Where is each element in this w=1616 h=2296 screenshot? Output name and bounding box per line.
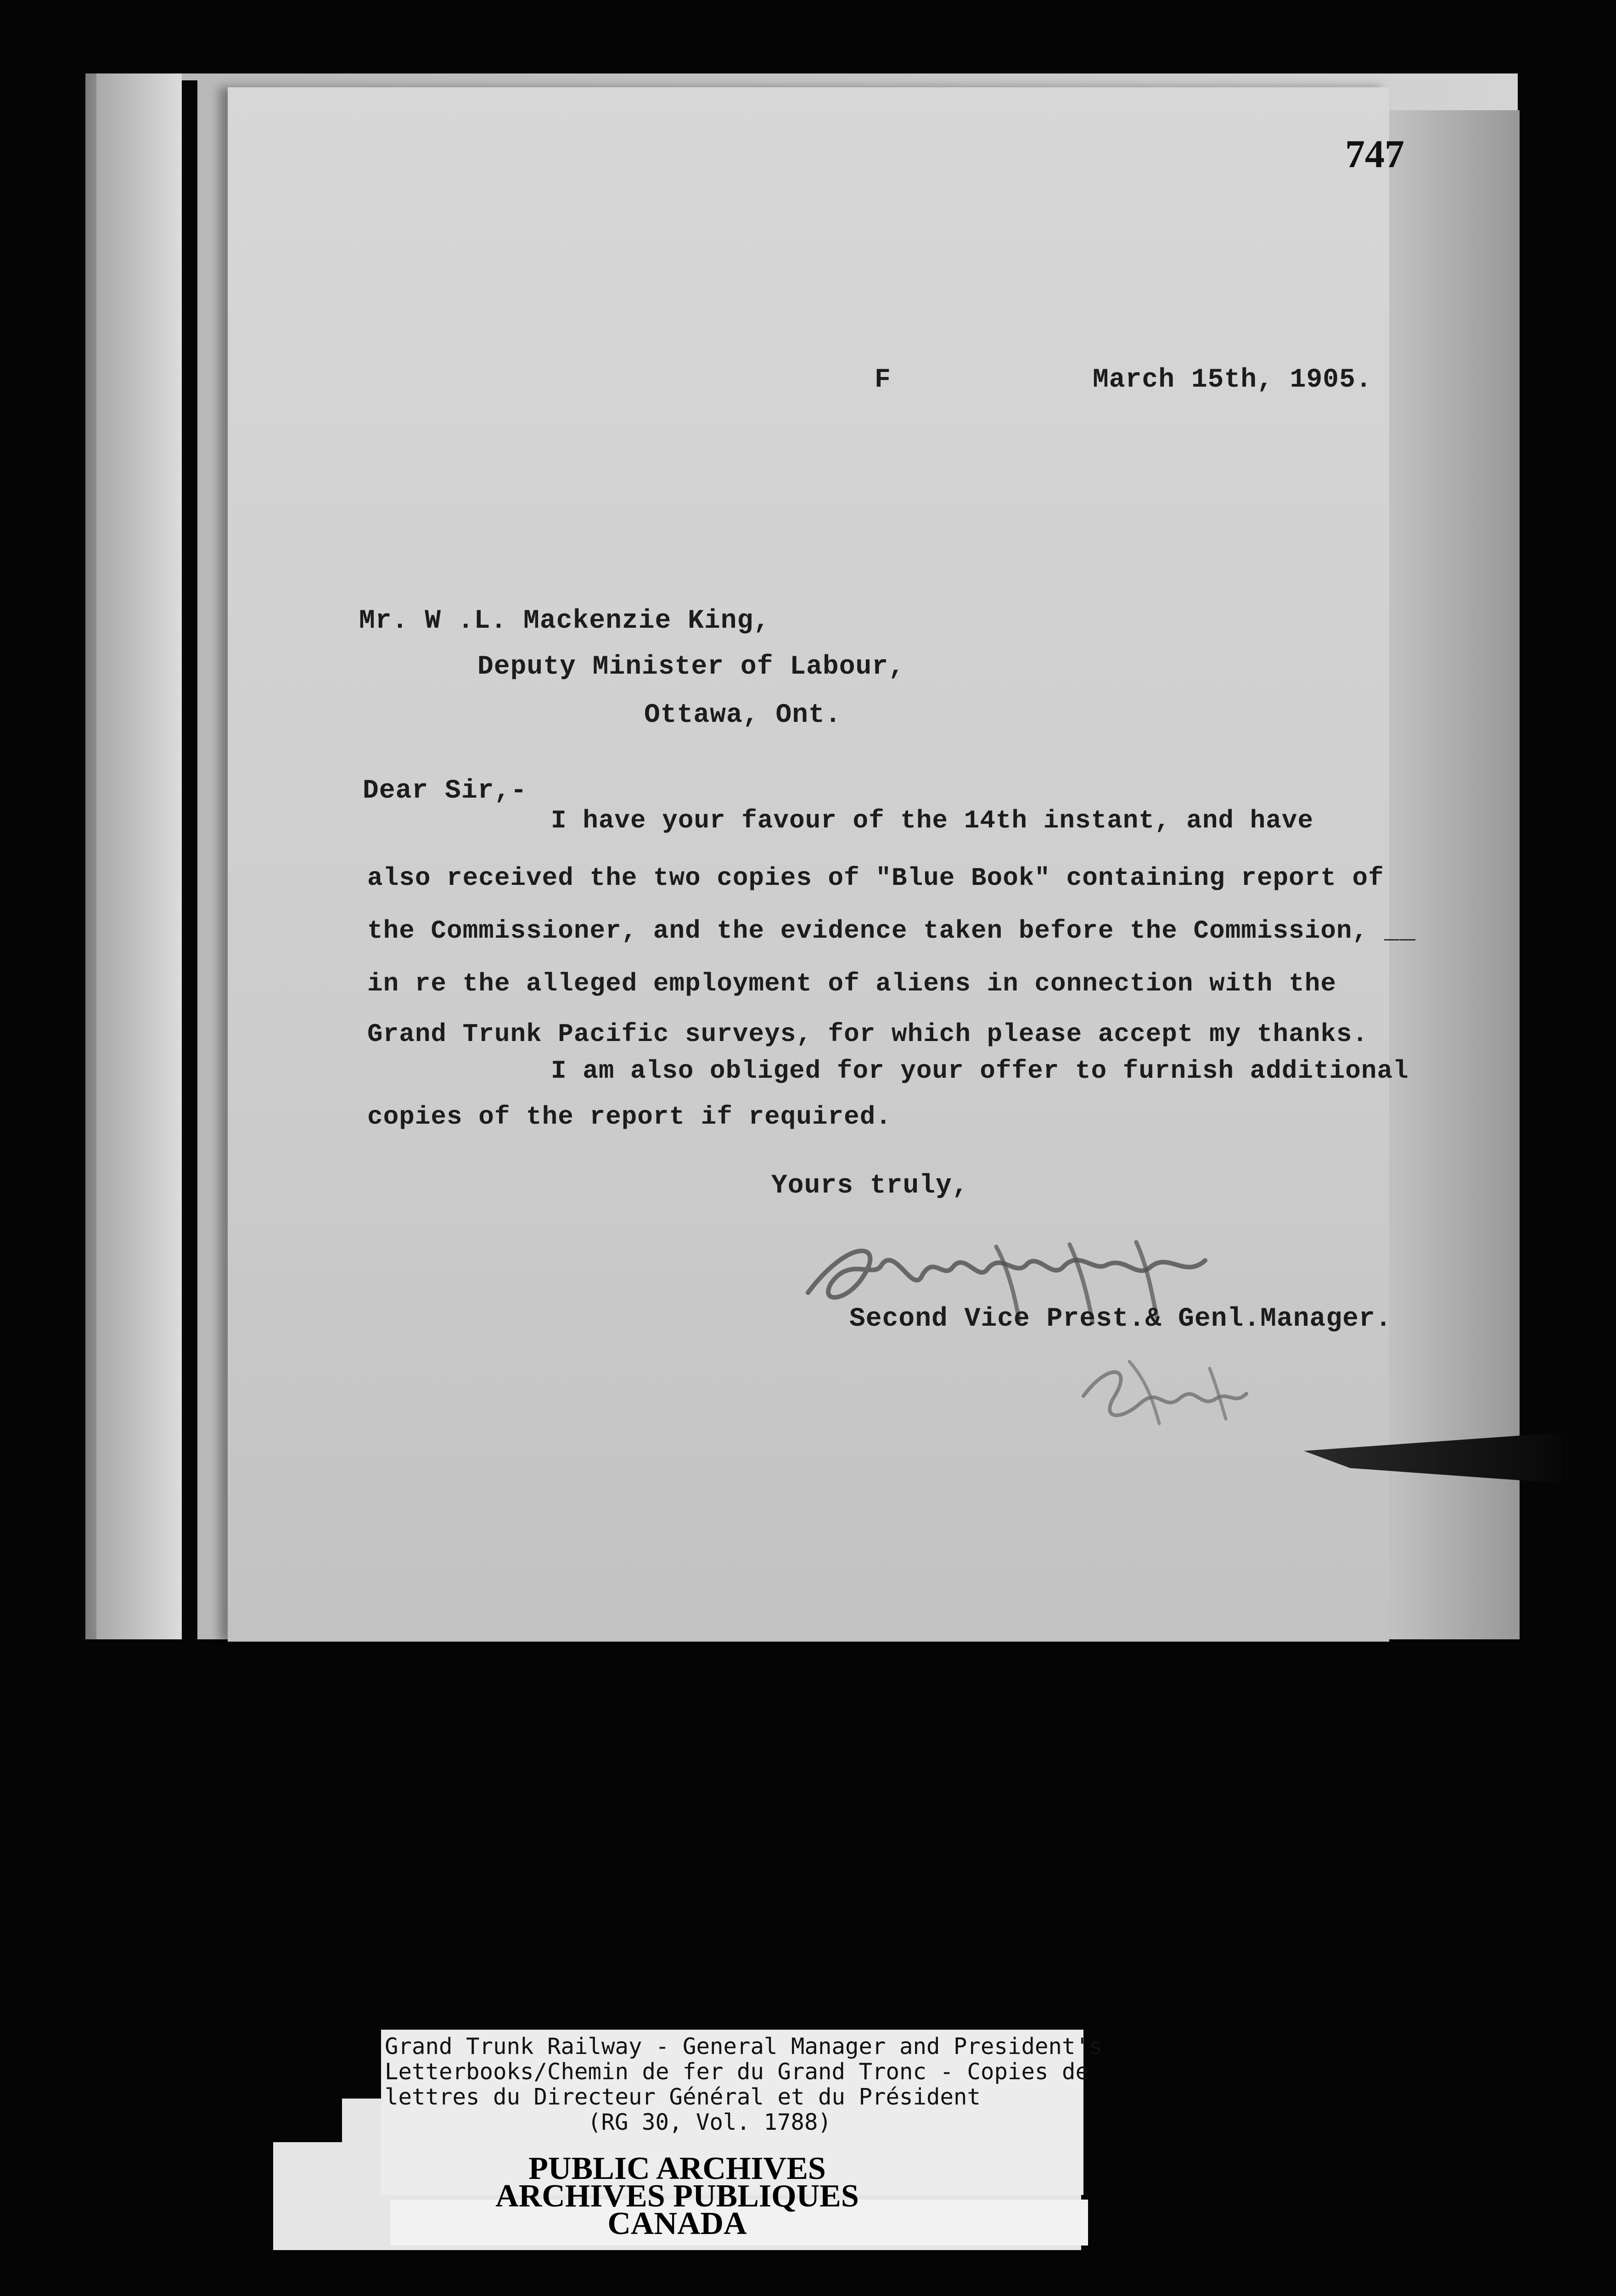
body-line-6: I am also obliged for your offer to furnish additional <box>551 1056 1409 1086</box>
page-number: 747 <box>1345 132 1404 176</box>
collection-label-line-3: lettres du Directeur Général et du Président <box>385 2084 981 2110</box>
right-page-edge <box>1368 110 1520 1639</box>
collection-label-line-2: Letterbooks/Chemin de fer du Grand Tronc - Copies de <box>385 2059 1089 2085</box>
signer-title: Second Vice Prest.& Genl.Manager. <box>849 1304 1392 1334</box>
collection-label-line-1: Grand Trunk Railway - General Manager and President's <box>385 2033 1103 2060</box>
body-line-1: I have your favour of the 14th instant, and have <box>551 806 1314 835</box>
recipient-name: Mr. W .L. Mackenzie King, <box>359 606 770 636</box>
archive-card-notch-left <box>273 2099 342 2142</box>
handwritten-initials <box>1065 1343 1276 1430</box>
left-page-strip <box>96 73 182 1639</box>
recipient-location: Ottawa, Ont. <box>644 700 842 730</box>
body-line-3: the Commissioner, and the evidence taken before the Commission, __ <box>367 916 1416 945</box>
body-line-5: Grand Trunk Pacific surveys, for which please accept my thanks. <box>367 1019 1369 1049</box>
binding-line <box>182 80 197 1646</box>
recipient-title: Deputy Minister of Labour, <box>477 652 905 682</box>
archive-name-english: PUBLIC ARCHIVES <box>528 2151 826 2186</box>
salutation: Dear Sir,- <box>363 776 527 806</box>
letter-date: March 15th, 1905. <box>1093 365 1372 395</box>
body-line-7: copies of the report if required. <box>367 1102 892 1131</box>
collection-label-line-4: (RG 30, Vol. 1788) <box>588 2109 832 2135</box>
body-line-2: also received the two copies of "Blue Book" containing report of <box>367 863 1384 893</box>
body-line-4: in re the alleged employment of aliens in connection with the <box>367 969 1336 998</box>
closing: Yours truly, <box>771 1171 969 1201</box>
file-mark: F <box>875 365 891 395</box>
archive-name-french: ARCHIVES PUBLIQUES <box>495 2178 859 2214</box>
archive-country: CANADA <box>607 2206 747 2241</box>
